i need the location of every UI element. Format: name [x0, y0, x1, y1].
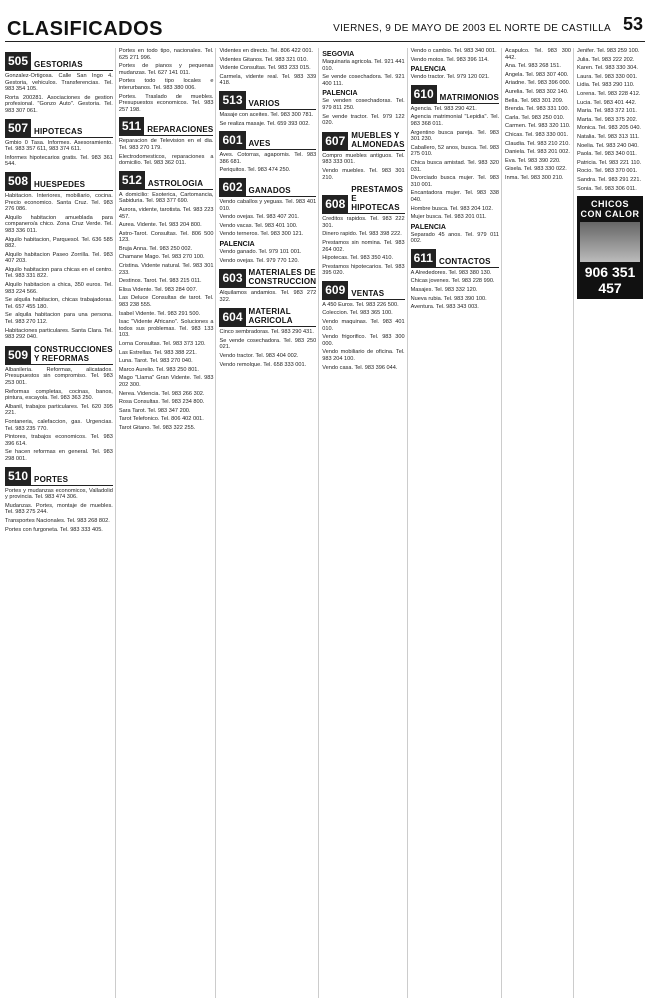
category-number: 608 — [322, 195, 348, 213]
classified-ad: Las Estrellas. Tel. 983 388 221. — [118, 349, 197, 356]
category-header — [5, 52, 113, 71]
promo-title: CHICOS CON CALOR — [580, 199, 640, 220]
category-name: GESTORIAS — [34, 60, 83, 69]
category-number: 611 — [411, 249, 436, 267]
classified-ad: Portes todo tipo locales e interurbanos. Tel. 983 380 006. — [118, 78, 214, 91]
classified-ad: Lidia. Tel. 983 290 110. — [577, 82, 635, 89]
classified-ad: Daniela. Tel. 983 201 002. — [505, 149, 570, 156]
category-number: 609 — [322, 281, 348, 299]
promo-box — [577, 196, 643, 299]
classified-ad: Lorna Consultas. Tel. 983 373 120. — [118, 341, 206, 347]
classified-ad: Mudanzas. Portes, montaje de muebles. Tel. 983 275 244. — [5, 502, 113, 516]
category-name: CONSTRUCCIONES Y REFORMAS — [34, 344, 113, 363]
category-header — [119, 117, 214, 136]
classified-ad: Gonzalez-Ortigosa. Calle San Ingo 4. Gestoria, vehiculos. Transferencias. Tel. 983 354 105. — [5, 73, 113, 93]
classified-ad: Carmen. Tel. 983 320 110. — [505, 123, 571, 130]
classified-ad: Maquinaria agricola. Tel. 921 441 010. — [322, 59, 405, 72]
classified-ad: Cristina. Vidente natural. Tel. 983 301 233. — [118, 263, 214, 276]
classified-ad: Laura. Tel. 983 330 001. — [577, 73, 638, 80]
classified-ad: Informes hipotecarios gratis. Tel. 983 361 544. — [5, 154, 113, 168]
classified-ad: Patricia. Tel. 983 221 110. — [577, 159, 642, 166]
classified-ad: Ariadne. Tel. 983 396 000. — [505, 80, 571, 87]
classified-ad: Argentino busca pareja. Tel. 983 301 230. — [410, 129, 500, 143]
column — [5, 48, 116, 998]
classified-ad: Elisa Vidente. Tel. 983 284 007. — [118, 286, 198, 293]
classified-ad: Prestamos sin nomina. Tel. 983 264 002. — [322, 239, 405, 253]
category-name: ASTROLOGIA — [147, 178, 204, 188]
classified-ad: Paola. Tel. 983 340 011. — [577, 151, 637, 158]
classified-ad: Vendo terneros. Tel. 983 300 121. — [219, 231, 304, 238]
classified-ad: Aurora, vidente, tarotista. Tel. 983 223 457. — [118, 206, 214, 220]
category-number: 607 — [322, 132, 348, 150]
classified-ad: A domicilio: Esoterica, Cartomancia, Sabiduria. Tel. 983 377 690. — [118, 191, 214, 205]
classified-ad: Se vende cosechadora. Tel. 921 400 111. — [322, 74, 405, 87]
classified-ad: Rocio. Tel. 983 370 001. — [577, 168, 638, 175]
classified-ad: Astro-Tarot. Consultas. Tel. 806 500 123. — [118, 230, 214, 244]
classified-ad: Vendo muebles. Tel. 983 301 210. — [322, 167, 405, 181]
classified-ad: Vidente Consultas. Tel. 983 233 015. — [219, 65, 311, 72]
classified-ad: Vendo caballos y yeguas. Tel. 983 401 010. — [219, 198, 317, 212]
category-name: VARIOS — [248, 98, 280, 108]
classified-ad: Aves. Cotorras, agapornis. Tel. 983 386 681. — [219, 152, 317, 165]
classified-ad: Bella. Tel. 983 301 209. — [505, 97, 564, 104]
category-header — [5, 172, 113, 191]
classified-ad: Nueva rubia. Tel. 983 390 100. — [410, 295, 487, 302]
classified-ad: Vendo ovejas. Tel. 983 407 201. — [219, 214, 299, 221]
classified-ad: Julia. Tel. 983 222 202. — [577, 56, 635, 63]
category-name: MUEBLES Y ALMONEDAS — [351, 130, 405, 149]
classified-ad: Vendo motos. Tel. 983 396 114. — [410, 56, 489, 63]
category-header — [322, 185, 404, 214]
classified-ad: Vendo frigorifico. Tel. 983 300 000. — [322, 334, 405, 347]
classified-ad: Alquilo habitacion para chicas en el centro. Tel. 983 331 822. — [5, 266, 113, 280]
category-number: 509 — [5, 346, 31, 364]
classified-ad: Noelia. Tel. 983 240 040. — [577, 142, 639, 149]
classified-ad: Masaje con aceites. Tel. 983 300 781. — [219, 111, 314, 118]
classified-ad: Alquilo habitacion a chica, 350 euros. Tel. 983 224 566. — [5, 282, 113, 295]
category-header — [322, 281, 404, 300]
classified-ad: Albanil, trabajos particulares. Tel. 620 395 221. — [5, 403, 113, 417]
column — [219, 48, 319, 998]
category-name: VENTAS — [351, 288, 385, 298]
classified-ad: Masajes. Tel. 983 332 120. — [410, 287, 478, 294]
classified-ad: Bruja Anna. Tel. 983 250 002. — [118, 245, 193, 252]
classified-ad: Se alquila habitacion para una persona. Tel. 983 270 112. — [5, 312, 113, 326]
classified-ad: Vendo ovejas. Tel. 979 770 120. — [219, 257, 299, 264]
classified-ad: Habitaciones particulares. Santa Clara. Tel. 983 292 040. — [5, 327, 113, 341]
classified-ad: Electrodomesticos, reparaciones a domicilio. Tel. 983 362 011. — [118, 153, 214, 167]
classified-ad: Alquilamos andamios. Tel. 983 272 322. — [219, 290, 317, 303]
classified-ad: Claudia. Tel. 983 210 210. — [505, 140, 570, 147]
province-heading: PALENCIA — [322, 90, 358, 98]
classified-ad: Hombre busca. Tel. 983 204 102. — [410, 205, 493, 212]
category-number: 512 — [119, 171, 145, 189]
classified-ad: Cinco sembradoras. Tel. 983 290 431. — [219, 329, 314, 336]
category-name: MATRIMONIOS — [439, 92, 500, 102]
classified-ad: Periquitos. Tel. 983 474 250. — [219, 167, 291, 174]
category-header — [219, 91, 316, 110]
category-header — [411, 85, 499, 104]
section-title: CLASIFICADOS — [7, 18, 163, 40]
category-name: CONTACTOS — [438, 256, 491, 266]
classified-ad: Agencia matrimonial "Lepidia". Tel. 983 368 011. — [410, 114, 500, 127]
classified-ad: Se alquila habitacion, chicas trabajadoras. Tel. 657 455 180. — [5, 297, 113, 310]
classified-ad: Divorciado busca mujer. Tel. 983 310 001. — [410, 175, 500, 188]
classified-ad: Aventura. Tel. 983 343 003. — [410, 304, 479, 311]
classified-ad: Dinero rapido. Tel. 983 398 222. — [322, 231, 402, 238]
classified-ad: Marta. Tel. 983 375 202. — [577, 116, 638, 123]
classified-ad: Caballero, 52 anos, busca. Tel. 983 275 010. — [410, 144, 500, 158]
classified-ad: Monica. Tel. 983 205 040. — [577, 125, 641, 132]
classified-ad: Carla. Tel. 983 250 010. — [505, 114, 565, 121]
category-number: 513 — [219, 91, 245, 109]
classified-ad: Las Deluce Consultas de tarot. Tel. 983 238 555. — [118, 295, 214, 309]
classified-ad: Reformas completas, cocinas, banos, pintura, escayola. Tel. 983 363 250. — [5, 388, 113, 402]
classified-ad: Isac "Vidente Africano". Soluciones a todos sus problemas. Tel. 983 133 103. — [118, 319, 214, 339]
classified-ad: Vendo remolque. Tel. 658 333 001. — [219, 361, 307, 368]
category-header — [119, 171, 214, 190]
classified-ad: Se vende cosechadora. Tel. 983 250 021. — [219, 337, 317, 351]
classified-ad: Hipotecas. Tel. 983 350 410. — [322, 255, 394, 262]
classified-ad: Tarot Telefonico. Tel. 806 402 001. — [118, 416, 204, 423]
column — [577, 48, 645, 998]
category-number: 610 — [411, 85, 437, 103]
category-number: 505 — [5, 52, 31, 70]
classified-ad: Vendo maquinas. Tel. 983 401 010. — [322, 319, 405, 332]
category-name: PORTES — [34, 474, 69, 484]
classified-ad: Rosa Consultas. Tel. 983 234 800. — [118, 399, 205, 406]
classified-ad: Marco Aurelio. Tel. 983 250 801. — [118, 366, 199, 373]
classified-ad: Inma. Tel. 983 300 210. — [505, 174, 564, 181]
category-header — [5, 119, 113, 138]
column — [322, 48, 407, 998]
classified-ad: Lucia. Tel. 983 401 442. — [577, 99, 637, 106]
classified-ad: Albanileria. Reformas, alicatados. Presupuestos sin compromiso. Tel. 983 253 001. — [5, 366, 113, 386]
classified-ad: Angela. Tel. 983 307 400. — [505, 71, 569, 78]
column — [411, 48, 502, 998]
classified-ad: Vendo o cambio. Tel. 983 340 001. — [410, 48, 497, 54]
classified-ad: Eva. Tel. 983 390 220. — [505, 157, 561, 164]
promo-phone: 906 351 457 — [584, 264, 636, 297]
classified-ad: Brenda. Tel. 983 331 100. — [505, 106, 570, 113]
category-header — [219, 131, 316, 150]
category-name: MATERIAL AGRICOLA — [248, 307, 293, 326]
classified-ad: Alquilo habitacion, Parquesol. Tel. 636 585 882. — [5, 236, 113, 250]
classified-ad: Karen. Tel. 983 330 304. — [577, 65, 638, 72]
classified-ad: Portes. Traslado de muebles. Presupuestos economicos. Tel. 983 257 198. — [118, 93, 214, 113]
category-name: PRESTAMOS E HIPOTECAS — [351, 185, 404, 213]
classified-ad: Rorta 200281. Asociaciones de gestion profesional. "Gonzo Auto". Gestoria. Tel. 983 307 061. — [5, 94, 113, 114]
classified-ad: Chamane Mago. Tel. 983 270 100. — [118, 254, 205, 261]
classified-ad: Transportes Nacionales. Tel. 983 268 802. — [5, 517, 110, 524]
category-name: HUESPEDES — [34, 179, 86, 189]
classified-ad: Reparacion de Television en el dia. Tel. 983 270 179. — [118, 138, 214, 151]
category-number: 507 — [5, 119, 31, 137]
classified-ad: Gisela. Tel. 983 330 022. — [505, 166, 567, 173]
classified-ad: Mago "Llama" Gran Vidente. Tel. 983 202 300. — [118, 375, 214, 388]
classified-ad: Chica busca amistad. Tel. 983 320 031. — [410, 159, 500, 173]
category-header — [5, 467, 113, 486]
classified-ad: Coleccion. Tel. 983 365 100. — [322, 310, 393, 317]
classified-ad: A 450 Euros. Tel. 983 226 500. — [322, 301, 399, 308]
classified-ad: Gmbio 0 Tasa. Informes. Asesoramiento. Tel. 983 357 611, 983 374 611. — [5, 139, 113, 153]
classified-ad: Portes y mudanzas economicos, Valladolid y provincia. Tel. 983 474 306. — [5, 487, 113, 501]
classified-ad: Maria. Tel. 983 372 101. — [577, 108, 637, 115]
classified-ad: Encantadora mujer. Tel. 983 338 040. — [410, 190, 500, 203]
classified-ad: Compro muebles antiguos. Tel. 983 333 001. — [322, 152, 405, 166]
date-line: VIERNES, 9 DE MAYO DE 2003 EL NORTE DE CASTILLA — [333, 23, 611, 34]
category-header — [219, 268, 316, 288]
province-heading: PALENCIA — [410, 66, 446, 74]
category-name: GANADOS — [248, 185, 291, 195]
classified-ad: Alquilo habitacion amueblada para companero/a chico. Zona Cruz Verde. Tel. 983 336 011. — [5, 214, 113, 234]
classified-ad: Agencia. Tel. 983 290 421. — [410, 105, 477, 112]
classified-ad: Pintores, trabajos economicos. Tel. 983 396 614. — [5, 434, 113, 447]
promo-photo — [580, 222, 640, 262]
category-number: 603 — [219, 269, 245, 287]
classified-ad: Jenifer. Tel. 983 259 100. — [577, 48, 640, 54]
category-name: MATERIALES DE CONSTRUCCION — [248, 268, 317, 287]
classified-ad: Chicas jovenes. Tel. 983 228 990. — [410, 278, 495, 285]
classified-ad: Creditos rapidos. Tel. 983 222 301. — [322, 216, 405, 229]
category-number: 511 — [119, 117, 144, 135]
category-header — [322, 131, 404, 151]
classified-ad: Alquilo habitacion Paseo Zorrilla. Tel. 983 407 203. — [5, 251, 113, 265]
classified-ad: Mujer busca. Tel. 983 201 011. — [410, 214, 487, 221]
classified-ad: Se realiza masaje. Tel. 659 393 002. — [219, 120, 310, 127]
category-number: 602 — [219, 178, 245, 196]
classified-ad: Portes de pianos y pequenas mudanzas. Tel. 627 141 011. — [118, 63, 214, 76]
category-name: REPARACIONES — [147, 125, 214, 135]
category-header — [5, 345, 113, 365]
province-heading: PALENCIA — [410, 223, 446, 231]
classified-ad: Lorena. Tel. 983 228 412. — [577, 90, 641, 97]
classified-ad: Aurelia. Tel. 983 302 140. — [505, 88, 569, 95]
classified-ad: Sandra. Tel. 983 291 221. — [577, 176, 641, 183]
page-header — [5, 14, 645, 42]
classified-ad: Videntes Gitanos. Tel. 983 321 010. — [219, 56, 308, 63]
category-name: HIPOTECAS — [34, 126, 83, 136]
classified-ad: Vendo mobiliario de oficina. Tel. 983 204 100. — [322, 349, 405, 363]
classified-ad: Fontaneria, calefaccion, gas. Urgencias. Tel. 983 235 770. — [5, 418, 113, 432]
column — [119, 48, 217, 998]
category-header — [411, 249, 499, 268]
classified-ad: Vendo casa. Tel. 983 396 044. — [322, 364, 398, 371]
classified-ad: Separado 45 anos. Tel. 979 011 002. — [410, 231, 500, 245]
category-number: 604 — [219, 308, 245, 326]
category-number: 510 — [5, 467, 31, 485]
province-heading: PALENCIA — [219, 240, 255, 248]
classified-ad: Vendo tractor. Tel. 983 404 002. — [219, 353, 299, 360]
classified-ad: Nerea. Videncia. Tel. 983 266 302. — [118, 390, 205, 397]
column — [505, 48, 574, 998]
classified-ad: A Alrededores. Tel. 983 380 130. — [410, 269, 492, 276]
classified-ad: Prestamos hipotecarios. Tel. 983 395 020. — [322, 263, 405, 277]
classified-ad: Carmela, vidente real. Tel. 983 339 418. — [219, 73, 317, 87]
classified-ad: Vendo tractor. Tel. 979 120 021. — [410, 74, 490, 81]
classified-ad: Portes con furgoneta. Tel. 983 333 405. — [5, 526, 103, 533]
category-number: 601 — [219, 131, 245, 149]
classified-ad: Luna. Tarot. Tel. 983 270 040. — [118, 358, 193, 365]
classified-ad: Vendo ganado. Tel. 979 101 001. — [219, 248, 302, 255]
classified-ad: Se venden cosechadoras. Tel. 979 811 250. — [322, 98, 405, 111]
province-heading: SEGOVIA — [322, 51, 355, 58]
classified-ad: Isabel Vidente. Tel. 983 291 500. — [118, 310, 201, 317]
classified-ad: Sara Tarot. Tel. 983 347 200. — [118, 407, 191, 414]
category-name: AVES — [248, 139, 271, 149]
classified-ad: Tarot Gitano. Tel. 983 322 255. — [118, 424, 196, 431]
classified-ad: Videntes en directo. Tel. 806 422 001. — [219, 48, 314, 54]
classified-ad: Ana. Tel. 983 268 151. — [505, 63, 561, 70]
classified-ad: Se vende tractor. Tel. 979 122 020. — [322, 113, 405, 127]
classified-ad: Aurea. Vidente. Tel. 983 204 800. — [118, 222, 202, 229]
classified-ad: Habitacion. Interiores, mobiliario, cocina. Precio economico. Santa Cruz. Tel. 983 276 086. — [5, 192, 113, 213]
category-header — [219, 307, 316, 327]
classified-ad: Portes en todo tipo, nacionales. Tel. 625 271 996. — [118, 48, 214, 61]
columns — [5, 48, 645, 998]
category-header — [219, 178, 316, 197]
classified-ad: Se hacen reformas en general. Tel. 983 298 001. — [5, 449, 113, 462]
classified-ad: Chicas. Tel. 983 330 001. — [505, 131, 569, 138]
classified-ad: Sonia. Tel. 983 306 011. — [577, 185, 637, 192]
classified-ad: Natalia. Tel. 983 313 111. — [577, 133, 640, 140]
page-number: 53 — [622, 14, 643, 34]
classified-ad: Acapulco. Tel. 983 300 442. — [505, 48, 572, 61]
category-number: 508 — [5, 172, 31, 190]
classified-ad: Vendo vacas. Tel. 983 401 100. — [219, 222, 298, 229]
classified-ad: Destinos. Tarot. Tel. 983 215 011. — [118, 278, 202, 285]
